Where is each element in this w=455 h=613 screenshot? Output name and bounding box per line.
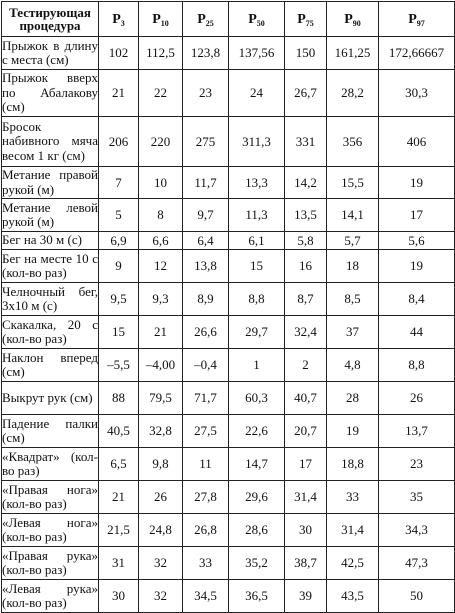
- cell-p50: 15: [229, 250, 285, 283]
- cell-p50: 137,56: [229, 37, 285, 70]
- row-procedure: Падение палки (см): [2, 415, 99, 448]
- cell-p3: 6,5: [99, 448, 139, 481]
- header-p-sub: 10: [160, 18, 169, 28]
- cell-p97: 44: [379, 316, 455, 349]
- table-row: [2, 199, 455, 232]
- cell-p10: 6,6: [139, 232, 183, 250]
- cell-p25: 9,7: [183, 199, 229, 232]
- cell-p97: 23: [379, 448, 455, 481]
- cell-p10: 12: [139, 250, 183, 283]
- cell-p10: 24,8: [139, 514, 183, 547]
- cell-p75: 16: [285, 250, 327, 283]
- cell-p97: 13,7: [379, 415, 455, 448]
- table-row: [2, 250, 455, 283]
- cell-p97: 30,3: [379, 70, 455, 117]
- cell-p25: 26,6: [183, 316, 229, 349]
- row-procedure: «Левая рука» (кол-во раз): [2, 580, 99, 613]
- cell-p3: 21,5: [99, 514, 139, 547]
- cell-p50: 29,7: [229, 316, 285, 349]
- cell-p3: 9,5: [99, 283, 139, 316]
- table-row: [2, 232, 455, 250]
- cell-p25: 275: [183, 117, 229, 167]
- cell-p90: 28,2: [327, 70, 379, 117]
- cell-p75: 20,7: [285, 415, 327, 448]
- cell-p25: 123,8: [183, 37, 229, 70]
- cell-p90: 4,8: [327, 349, 379, 382]
- cell-p90: 37: [327, 316, 379, 349]
- cell-p50: 28,6: [229, 514, 285, 547]
- table-row: [2, 514, 455, 547]
- header-p50: [229, 2, 285, 37]
- cell-p97: 26: [379, 382, 455, 415]
- header-p-sub: 97: [416, 18, 425, 28]
- header-p-letter: P: [248, 11, 257, 27]
- cell-p75: 38,7: [285, 547, 327, 580]
- cell-p75: 30: [285, 514, 327, 547]
- cell-p3: 40,5: [99, 415, 139, 448]
- header-p10: [139, 2, 183, 37]
- table-row: [2, 415, 455, 448]
- cell-p75: 2: [285, 349, 327, 382]
- table-row: [2, 349, 455, 382]
- cell-p3: 102: [99, 37, 139, 70]
- cell-p25: 27,8: [183, 481, 229, 514]
- cell-p75: 40,7: [285, 382, 327, 415]
- cell-p3: 7: [99, 167, 139, 199]
- cell-p97: 19: [379, 250, 455, 283]
- row-procedure: «Левая нога» (кол-во раз): [2, 514, 99, 547]
- cell-p75: 32,4: [285, 316, 327, 349]
- table-row: [2, 547, 455, 580]
- cell-p90: 8,5: [327, 283, 379, 316]
- header-p-letter: P: [408, 11, 417, 27]
- cell-p50: 11,3: [229, 199, 285, 232]
- cell-p75: 13,5: [285, 199, 327, 232]
- table-row: [2, 117, 455, 167]
- cell-p25: 27,5: [183, 415, 229, 448]
- cell-p25: 6,4: [183, 232, 229, 250]
- row-procedure: «Правая нога» (кол-во раз): [2, 481, 99, 514]
- cell-p10: 9,8: [139, 448, 183, 481]
- cell-p90: 18: [327, 250, 379, 283]
- row-procedure: Метание правой рукой (м): [2, 167, 98, 197]
- cell-p75: 150: [285, 37, 327, 70]
- row-procedure: Бег на 30 м (с): [2, 232, 99, 250]
- cell-p25: 26,8: [183, 514, 229, 547]
- header-p90: [327, 2, 379, 37]
- table-row: [2, 70, 455, 117]
- header-p-sub: 50: [256, 18, 265, 28]
- cell-p10: 32: [139, 580, 183, 613]
- cell-p3: 88: [99, 382, 139, 415]
- cell-p3: 206: [99, 117, 139, 167]
- header-p-sub: 25: [205, 18, 214, 28]
- table-row: [2, 448, 455, 481]
- cell-p3: 21: [99, 70, 139, 117]
- header-p97: [379, 2, 455, 37]
- cell-p90: 31,4: [327, 514, 379, 547]
- cell-p10: 21: [139, 316, 183, 349]
- cell-p50: 311,3: [229, 117, 285, 167]
- header-procedure: Тестирующая процедура: [2, 2, 99, 37]
- cell-p97: 8,4: [379, 283, 455, 316]
- cell-p10: 32: [139, 547, 183, 580]
- cell-p50: 22,6: [229, 415, 285, 448]
- cell-p3: 21: [99, 481, 139, 514]
- cell-p10: 8: [139, 199, 183, 232]
- cell-p97: 172,66667: [379, 37, 455, 70]
- cell-p25: 11: [183, 448, 229, 481]
- cell-p97: 34,3: [379, 514, 455, 547]
- cell-p3: 15: [99, 316, 139, 349]
- row-procedure: «Квадрат» (кол-во раз): [2, 448, 99, 481]
- table-row: [2, 580, 455, 613]
- row-procedure: Наклон вперед (см): [2, 349, 99, 382]
- cell-p3: 30: [99, 580, 139, 613]
- cell-p97: 17: [379, 199, 455, 232]
- row-procedure: Прыжок вверх по Абалакову (см): [2, 70, 99, 117]
- table-row: [2, 316, 455, 349]
- cell-p3: 31: [99, 547, 139, 580]
- row-procedure: «Правая рука» (кол-во раз): [2, 547, 99, 580]
- cell-p10: 79,5: [139, 382, 183, 415]
- header-p-letter: P: [344, 11, 353, 27]
- cell-p50: 35,2: [229, 547, 285, 580]
- header-p3: [99, 2, 139, 37]
- cell-p75: 26,7: [285, 70, 327, 117]
- cell-p50: 1: [229, 349, 285, 382]
- cell-p25: 23: [183, 70, 229, 117]
- row-procedure: Бросок набивного мяча весом 1 кг (см): [2, 117, 99, 167]
- cell-p90: 15,5: [327, 167, 379, 199]
- cell-p97: 5,6: [379, 232, 455, 250]
- cell-p10: 22: [139, 70, 183, 117]
- cell-p25: 11,7: [183, 167, 229, 199]
- cell-p50: 60,3: [229, 382, 285, 415]
- cell-p25: 33: [183, 547, 229, 580]
- cell-p75: 8,7: [285, 283, 327, 316]
- header-p-sub: 90: [352, 18, 361, 28]
- cell-p90: 28: [327, 382, 379, 415]
- cell-p10: 32,8: [139, 415, 183, 448]
- cell-p90: 43,5: [327, 580, 379, 613]
- cell-p97: 47,3: [379, 547, 455, 580]
- table-row: [2, 382, 455, 415]
- cell-p10: –4,00: [139, 349, 183, 382]
- cell-p75: 17: [285, 448, 327, 481]
- cell-p97: 8,8: [379, 349, 455, 382]
- cell-p75: 39: [285, 580, 327, 613]
- row-procedure: Прыжок в длину с места (см): [2, 37, 99, 70]
- cell-p50: 24: [229, 70, 285, 117]
- header-p-sub: 3: [120, 18, 125, 28]
- header-p-sub: 75: [305, 18, 314, 28]
- cell-p50: 29,6: [229, 481, 285, 514]
- row-procedure: Скакалка, 20 с (кол-во раз): [2, 316, 99, 349]
- cell-p97: 406: [379, 117, 455, 167]
- cell-p50: 8,8: [229, 283, 285, 316]
- header-p-letter: P: [152, 11, 161, 27]
- cell-p25: –0,4: [183, 349, 229, 382]
- cell-p3: 6,9: [99, 232, 139, 250]
- header-p75: [285, 2, 327, 37]
- row-procedure: Челночный бег, 3x10 м (с): [2, 283, 99, 316]
- cell-p25: 34,5: [183, 580, 229, 613]
- cell-p90: 356: [327, 117, 379, 167]
- cell-p25: 71,7: [183, 382, 229, 415]
- cell-p90: 42,5: [327, 547, 379, 580]
- cell-p50: 14,7: [229, 448, 285, 481]
- cell-p97: 35: [379, 481, 455, 514]
- header-p-letter: P: [297, 11, 306, 27]
- cell-p10: 10: [139, 167, 183, 199]
- cell-p3: –5,5: [99, 349, 139, 382]
- table-header-row: [2, 2, 455, 37]
- cell-p90: 33: [327, 481, 379, 514]
- cell-p10: 9,3: [139, 283, 183, 316]
- cell-p90: 19: [327, 415, 379, 448]
- row-procedure: Метание левой рукой (м): [2, 199, 99, 232]
- cell-p75: 331: [285, 117, 327, 167]
- cell-p25: 13,8: [183, 250, 229, 283]
- cell-p3: 5: [99, 199, 139, 232]
- cell-p97: 19: [379, 167, 455, 199]
- cell-p90: 161,25: [327, 37, 379, 70]
- cell-p75: 5,8: [285, 232, 327, 250]
- cell-p50: 36,5: [229, 580, 285, 613]
- cell-p10: 112,5: [139, 37, 183, 70]
- cell-p90: 5,7: [327, 232, 379, 250]
- cell-p97: 50: [379, 580, 455, 613]
- cell-p75: 14,2: [285, 167, 327, 199]
- cell-p25: 8,9: [183, 283, 229, 316]
- cell-p50: 6,1: [229, 232, 285, 250]
- table-row: [2, 37, 455, 70]
- header-p-letter: P: [112, 11, 121, 27]
- cell-p10: 220: [139, 117, 183, 167]
- cell-p50: 13,3: [229, 167, 285, 199]
- header-p25: [183, 2, 229, 37]
- cell-p75: 31,4: [285, 481, 327, 514]
- cell-p90: 14,1: [327, 199, 379, 232]
- table-row: [2, 481, 455, 514]
- percentile-table: [1, 1, 455, 613]
- row-procedure: Выкрут рук (см): [2, 382, 99, 415]
- cell-p3: 9: [99, 250, 139, 283]
- cell-p10: 26: [139, 481, 183, 514]
- header-p-letter: P: [197, 11, 206, 27]
- cell-p90: 18,8: [327, 448, 379, 481]
- table-row: [2, 283, 455, 316]
- table-row: [2, 167, 455, 199]
- row-procedure: Бег на месте 10 с (кол-во раз): [2, 250, 99, 283]
